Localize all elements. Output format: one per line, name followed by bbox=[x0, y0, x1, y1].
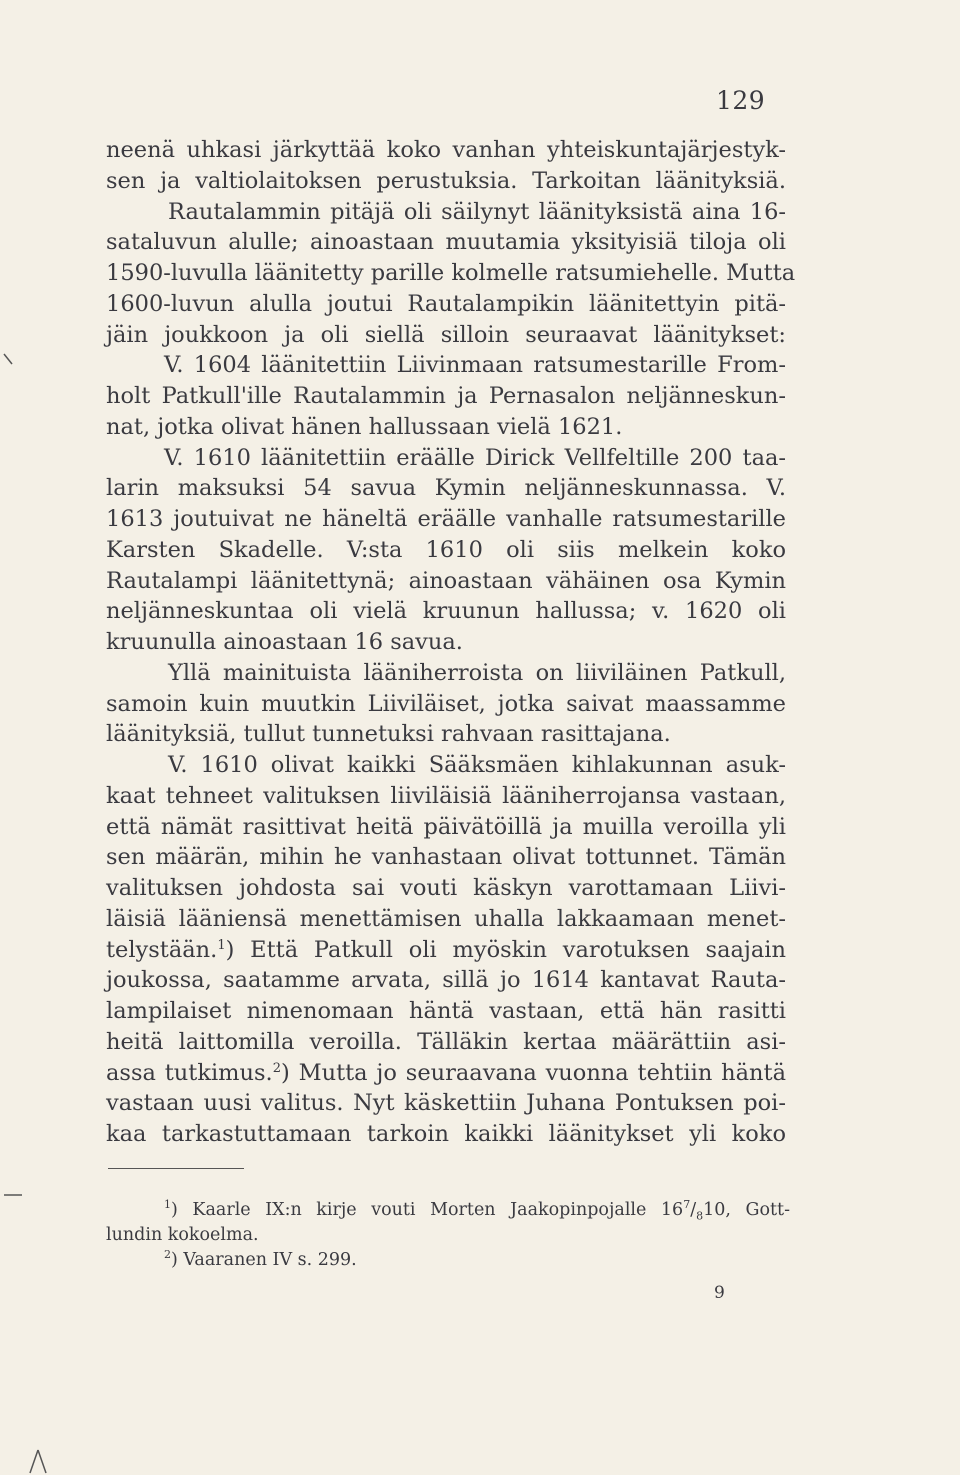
text-line: larin maksuksi 54 savua Kymin neljänneskunnassa. V. bbox=[106, 475, 786, 502]
text-line: jäin joukkoon ja oli siellä silloin seuraavat läänitykset: bbox=[106, 321, 786, 348]
footnotes bbox=[106, 1198, 790, 1273]
footnote-ref: 2 bbox=[272, 1060, 281, 1076]
text-segment: ) Mutta jo seuraavana vuonna tehtiin häntä bbox=[280, 1059, 786, 1086]
text-line: läisiä lääniensä menettämisen uhalla lakkaamaan menet- bbox=[106, 905, 786, 932]
text-line: neenä uhkasi järkyttää koko vanhan yhteiskuntajärjestyk- bbox=[106, 137, 786, 163]
footnote-2 bbox=[106, 1248, 790, 1273]
text-line: vastaan uusi valitus. Nyt käskettiin Juhana Pontuksen poi- bbox=[106, 1090, 786, 1117]
footnote-fraction-num: 7 bbox=[683, 1198, 691, 1211]
text-line: sen määrän, mihin he vanhastaan olivat tottunnet. Tämän bbox=[106, 844, 786, 871]
text-line: valituksen johdosta sai vouti käskyn varottamaan Liivi- bbox=[106, 875, 786, 901]
footnote-ref: 1 bbox=[217, 937, 226, 953]
text-line: joukossa, saatamme arvata, sillä jo 1614 kantavat Rauta- bbox=[106, 967, 786, 994]
text-line: 1590-luvulla läänitetty parille kolmelle ratsumiehelle. Mutta bbox=[106, 260, 796, 286]
text-line: Rautalampi läänitettynä; ainoastaan vähäinen osa Kymin bbox=[106, 567, 786, 594]
text-line: heitä laittomilla veroilla. Tälläkin kertaa määrättiin asi- bbox=[106, 1028, 786, 1055]
text-line: kaa tarkastuttamaan tarkoin kaikki läänitykset yli koko bbox=[106, 1121, 786, 1147]
text-line: Yllä mainituista lääniherroista on liiviläinen Patkull, bbox=[168, 659, 786, 686]
text-line bbox=[106, 935, 786, 966]
printer-signature: 9 bbox=[714, 1283, 725, 1303]
text-line: läänityksiä, tullut tunnetuksi rahvaan rasittajana. bbox=[106, 721, 671, 748]
text-segment: assa tutkimus. bbox=[106, 1059, 273, 1086]
footnote-mark: 1 bbox=[164, 1198, 171, 1211]
footnote-text: ) Vaaranen IV s. 299. bbox=[171, 1250, 357, 1270]
footnote-fraction-den: 8 bbox=[696, 1209, 704, 1223]
margin-letter-mark-icon bbox=[26, 1448, 50, 1474]
text-line: nat, jotka olivat hänen hallussaan vielä 1621. bbox=[106, 413, 623, 440]
footnote-text: 10, Gott- bbox=[703, 1200, 790, 1220]
text-line: sen ja valtiolaitoksen perustuksia. Tarkoitan läänityksiä. bbox=[106, 167, 786, 194]
footnote-fraction-slash: / bbox=[690, 1200, 697, 1220]
footnote-mark: 2 bbox=[164, 1248, 171, 1261]
text-line: 1600-luvun alulla joutui Rautalampikin läänitettyin pitä- bbox=[106, 290, 786, 317]
text-line: Rautalammin pitäjä oli säilynyt läänityksistä aina 16- bbox=[168, 198, 786, 225]
text-line: sataluvun alulle; ainoastaan muutamia yksityisiä tiloja oli bbox=[106, 229, 786, 256]
text-line: samoin kuin muutkin Liiviläiset, jotka saivat maassamme bbox=[106, 690, 786, 717]
footnote-divider bbox=[108, 1168, 244, 1169]
text-line: holt Patkull'ille Rautalammin ja Pernasalon neljänneskun- bbox=[106, 383, 786, 409]
footnote-1 bbox=[106, 1198, 790, 1223]
text-line: kruunulla ainoastaan 16 savua. bbox=[106, 629, 463, 655]
text-line: V. 1604 läänitettiin Liivinmaan ratsumestarille From- bbox=[164, 352, 786, 379]
body-text bbox=[106, 135, 796, 1150]
text-line: lampilaiset nimenomaan häntä vastaan, että hän rasitti bbox=[106, 998, 786, 1024]
text-line: 1613 joutuivat ne häneltä eräälle vanhalle ratsumestarille bbox=[106, 506, 786, 532]
text-line: neljänneskuntaa oli vielä kruunun hallussa; v. 1620 oli bbox=[106, 598, 786, 625]
text-line: kaat tehneet valituksen liiviläisiä lääniherrojansa vastaan, bbox=[106, 782, 786, 809]
text-segment: telystään. bbox=[106, 936, 218, 963]
margin-arrow-icon bbox=[2, 1188, 24, 1202]
text-line bbox=[106, 1058, 786, 1089]
footnote-1-cont: lundin kokoelma. bbox=[106, 1225, 259, 1245]
text-line: V. 1610 läänitettiin eräälle Dirick Vellfeltille 200 taa- bbox=[164, 444, 786, 471]
text-line: että nämät rasittivat heitä päivätöillä ja muilla veroilla yli bbox=[106, 813, 786, 840]
page-number: 129 bbox=[716, 86, 766, 115]
footnote-text: ) Kaarle IX:n kirje vouti Morten Jaakopinpojalle 16 bbox=[171, 1200, 684, 1220]
text-segment: ) Että Patkull oli myöskin varotuksen saajain bbox=[225, 936, 786, 963]
text-line: V. 1610 olivat kaikki Sääksmäen kihlakunnan asuk- bbox=[168, 752, 786, 778]
margin-tick-icon bbox=[2, 352, 16, 366]
text-line: Karsten Skadelle. V:sta 1610 oli siis melkein koko bbox=[106, 536, 786, 563]
